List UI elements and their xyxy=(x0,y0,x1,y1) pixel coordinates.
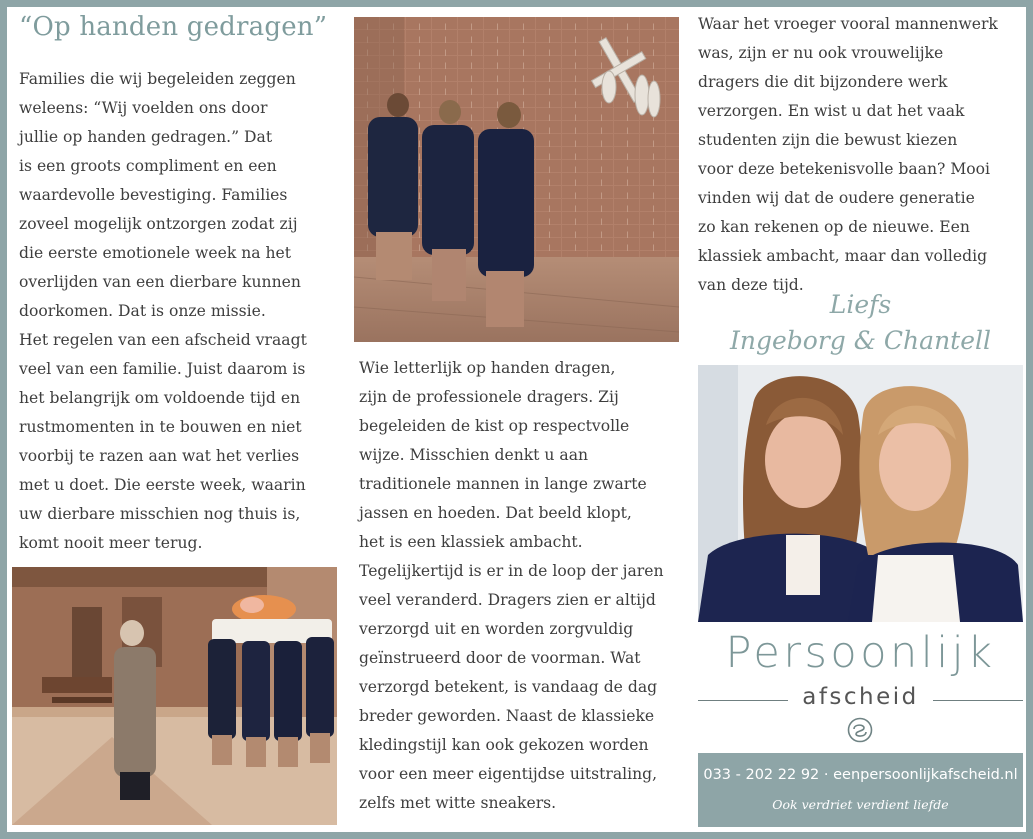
text-line: veel van een familie. Juist daarom is xyxy=(19,360,306,378)
text-line: kledingstijl kan ook gekozen worden xyxy=(359,736,649,754)
photo-coffin-procession xyxy=(12,567,337,825)
text-line: komt nooit meer terug. xyxy=(19,534,203,552)
column-3-text xyxy=(698,10,1023,300)
logo-subtitle: afscheid xyxy=(802,684,919,710)
text-line: begeleiden de kist op respectvolle xyxy=(359,417,630,435)
text-line: voorbij te razen aan wat het verlies xyxy=(19,447,300,465)
photo-ingeborg-chantell xyxy=(698,365,1023,622)
text-line: met u doet. Die eerste week, waarin xyxy=(19,476,306,494)
text-line: geïnstrueerd door de voorman. Wat xyxy=(359,649,641,667)
logo-divider-right xyxy=(933,700,1023,701)
contact-info[interactable]: 033 - 202 22 92 · eenpersoonlijkafscheid.nl xyxy=(703,767,1018,783)
text-line: die eerste emotionele week na het xyxy=(19,244,292,262)
text-line: jullie op handen gedragen.” Dat xyxy=(19,128,273,146)
text-line: veel veranderd. Dragers zien er altijd xyxy=(359,591,656,609)
circle-monogram-icon xyxy=(847,717,873,743)
text-line: Tegelijkertijd is er in de loop der jaren xyxy=(359,562,664,580)
text-line: voor een meer eigentijdse uitstraling, xyxy=(359,765,658,783)
article-title: “Op handen gedragen” xyxy=(19,12,328,42)
signature-names: Ingeborg & Chantell xyxy=(730,326,991,355)
text-line: verzorgen. En wist u dat het vaak xyxy=(698,102,965,120)
text-line: zijn de professionele dragers. Zij xyxy=(359,388,619,406)
text-line: verzorgd uit en worden zorgvuldig xyxy=(359,620,634,638)
text-line: waardevolle bevestiging. Families xyxy=(19,186,288,204)
text-line: Waar het vroeger vooral mannenwerk xyxy=(698,15,998,33)
text-line: het belangrijk om voldoende tijd en xyxy=(19,389,301,407)
photo-bearers-church xyxy=(354,17,679,342)
text-line: dragers die dit bijzondere werk xyxy=(698,73,948,91)
text-line: Wie letterlijk op handen dragen, xyxy=(359,359,616,377)
column-1-text xyxy=(19,65,337,558)
text-line: studenten zijn die bewust kiezen xyxy=(698,131,958,149)
text-line: weleens: “Wij voelden ons door xyxy=(19,99,268,117)
text-line: zo kan rekenen op de nieuwe. Een xyxy=(698,218,970,236)
text-line: Het regelen van een afscheid vraagt xyxy=(19,331,307,349)
text-line: uw dierbare misschien nog thuis is, xyxy=(19,505,301,523)
logo-subtitle-row xyxy=(698,684,1023,714)
text-line: van deze tijd. xyxy=(698,276,804,294)
text-line: zoveel mogelijk ontzorgen zodat zij xyxy=(19,215,298,233)
text-line: overlijden van een dierbare kunnen xyxy=(19,273,301,291)
text-line: verzorgd betekent, is vandaag de dag xyxy=(359,678,658,696)
text-line: rustmomenten in te bouwen en niet xyxy=(19,418,302,436)
logo-wordmark: Persoonlijk xyxy=(725,628,996,678)
signature-greeting: Liefs xyxy=(829,290,892,319)
text-line: Families die wij begeleiden zeggen xyxy=(19,70,296,88)
text-line: jassen en hoeden. Dat beeld klopt, xyxy=(359,504,632,522)
text-line: is een groots compliment en een xyxy=(19,157,277,175)
text-line: vinden wij dat de oudere generatie xyxy=(698,189,975,207)
text-line: voor deze betekenisvolle baan? Mooi xyxy=(698,160,991,178)
text-line: zelfs met witte sneakers. xyxy=(359,794,557,812)
contact-footer xyxy=(698,753,1023,827)
tagline: Ook verdriet verdient liefde xyxy=(772,797,949,812)
text-line: klassiek ambacht, maar dan volledig xyxy=(698,247,988,265)
text-line: doorkomen. Dat is onze missie. xyxy=(19,302,266,320)
text-line: breder geworden. Naast de klassieke xyxy=(359,707,655,725)
text-line: wijze. Misschien denkt u aan xyxy=(359,446,589,464)
text-line: was, zijn er nu ook vrouwelijke xyxy=(698,44,944,62)
column-2-text xyxy=(359,354,679,818)
text-line: het is een klassiek ambacht. xyxy=(359,533,583,551)
text-line: traditionele mannen in lange zwarte xyxy=(359,475,647,493)
